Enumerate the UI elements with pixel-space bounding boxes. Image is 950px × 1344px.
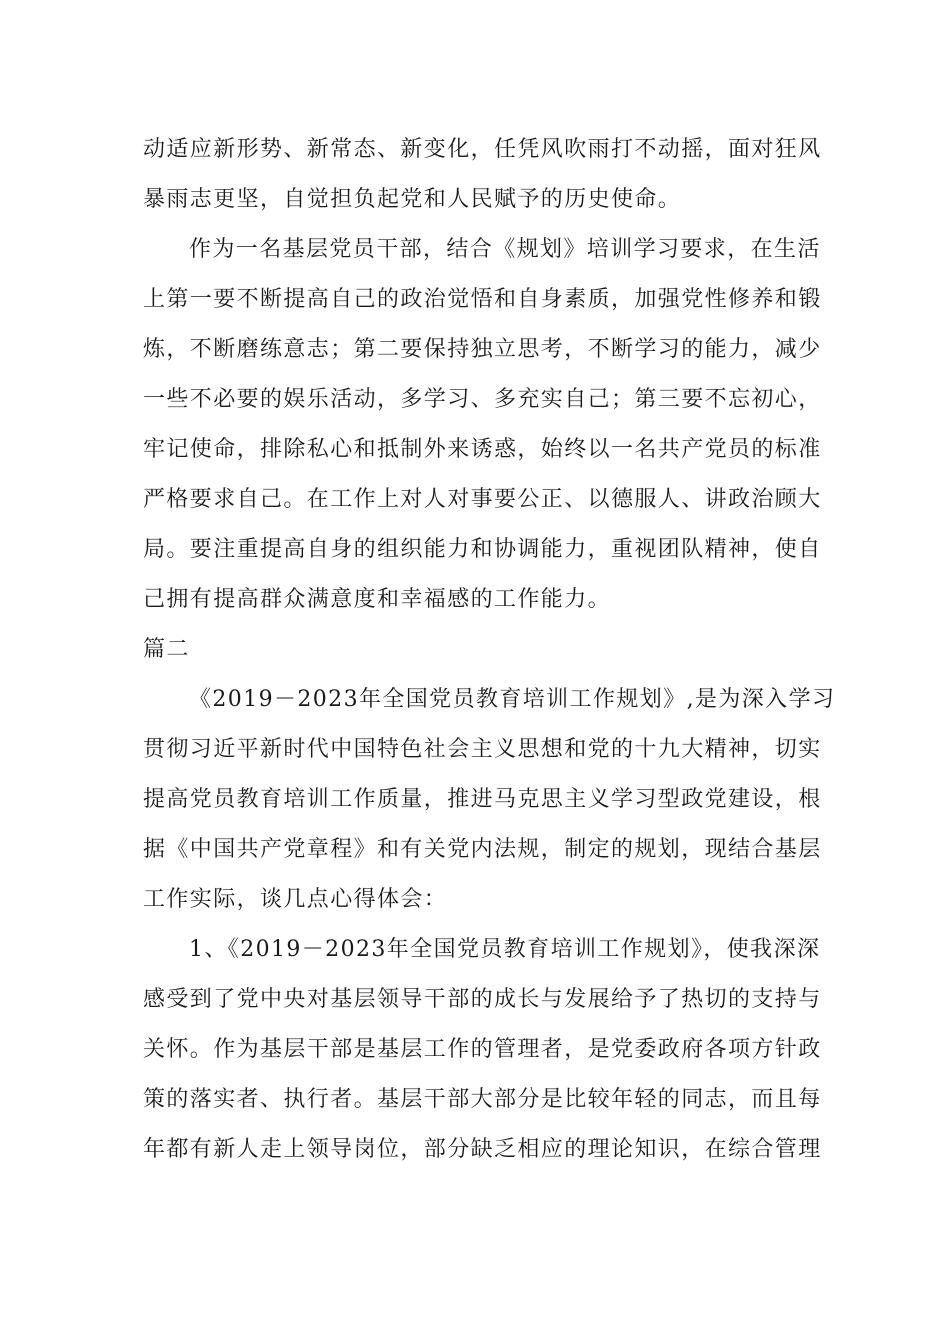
paragraph-line: 关怀。作为基层干部是基层工作的管理者，是党委政府各项方针政: [143, 1037, 822, 1062]
paragraph-line: 提高党员教育培训工作质量，推进马克思主义学习型政党建设，根: [143, 787, 822, 812]
paragraph-line: 工作实际，谈几点心得体会：: [143, 887, 448, 912]
paragraph-line: 年都有新人走上领导岗位，部分缺乏相应的理论知识，在综合管理: [143, 1137, 822, 1162]
paragraph-line: 作为一名基层党员干部，结合《规划》培训学习要求，在生活: [189, 237, 821, 262]
paragraph-line: 一些不必要的娱乐活动，多学习、多充实自己；第三要不忘初心，: [143, 387, 822, 412]
paragraph-line: 《2019－2023年全国党员教育培训工作规划》,是为深入学习: [189, 687, 836, 712]
paragraph-line: 上第一要不断提高自己的政治觉悟和自身素质，加强党性修养和锻: [143, 287, 822, 312]
paragraph-line: 暴雨志更坚，自觉担负起党和人民赋予的历史使命。: [143, 187, 682, 212]
paragraph-line: 贯彻习近平新时代中国特色社会主义思想和党的十九大精神，切实: [143, 737, 822, 762]
paragraph-line: 己拥有提高群众满意度和幸福感的工作能力。: [143, 587, 612, 612]
paragraph-1: [143, 125, 822, 225]
paragraph-line: 动适应新形势、新常态、新变化，任凭风吹雨打不动摇，面对狂风: [143, 137, 822, 162]
paragraph-line: 局。要注重提高自身的组织能力和协调能力，重视团队精神，使自: [143, 537, 822, 562]
paragraph-line: 1、《2019－2023年全国党员教育培训工作规划》，使我深深: [189, 937, 821, 962]
paragraph-line: 炼，不断磨练意志；第二要保持独立思考，不断学习的能力，减少: [143, 337, 822, 362]
document-body: [143, 125, 836, 1175]
paragraph-2: [143, 225, 822, 625]
paragraph-line: 策的落实者、执行者。基层干部大部分是比较年轻的同志，而且每: [143, 1087, 822, 1112]
paragraph-line: 牢记使命，排除私心和抵制外来诱惑，始终以一名共产党员的标准: [143, 437, 822, 462]
paragraph-line: 感受到了党中央对基层领导干部的成长与发展给予了热切的支持与: [143, 987, 822, 1012]
paragraph-line: 严格要求自己。在工作上对人对事要公正、以德服人、讲政治顾大: [143, 487, 822, 512]
section-heading: [143, 625, 808, 675]
paragraph-3: [143, 675, 836, 925]
paragraph-line: 据《中国共产党章程》和有关党内法规，制定的规划，现结合基层: [143, 837, 822, 862]
paragraph-4: [143, 925, 822, 1175]
section-heading-text: 篇二: [143, 637, 190, 662]
